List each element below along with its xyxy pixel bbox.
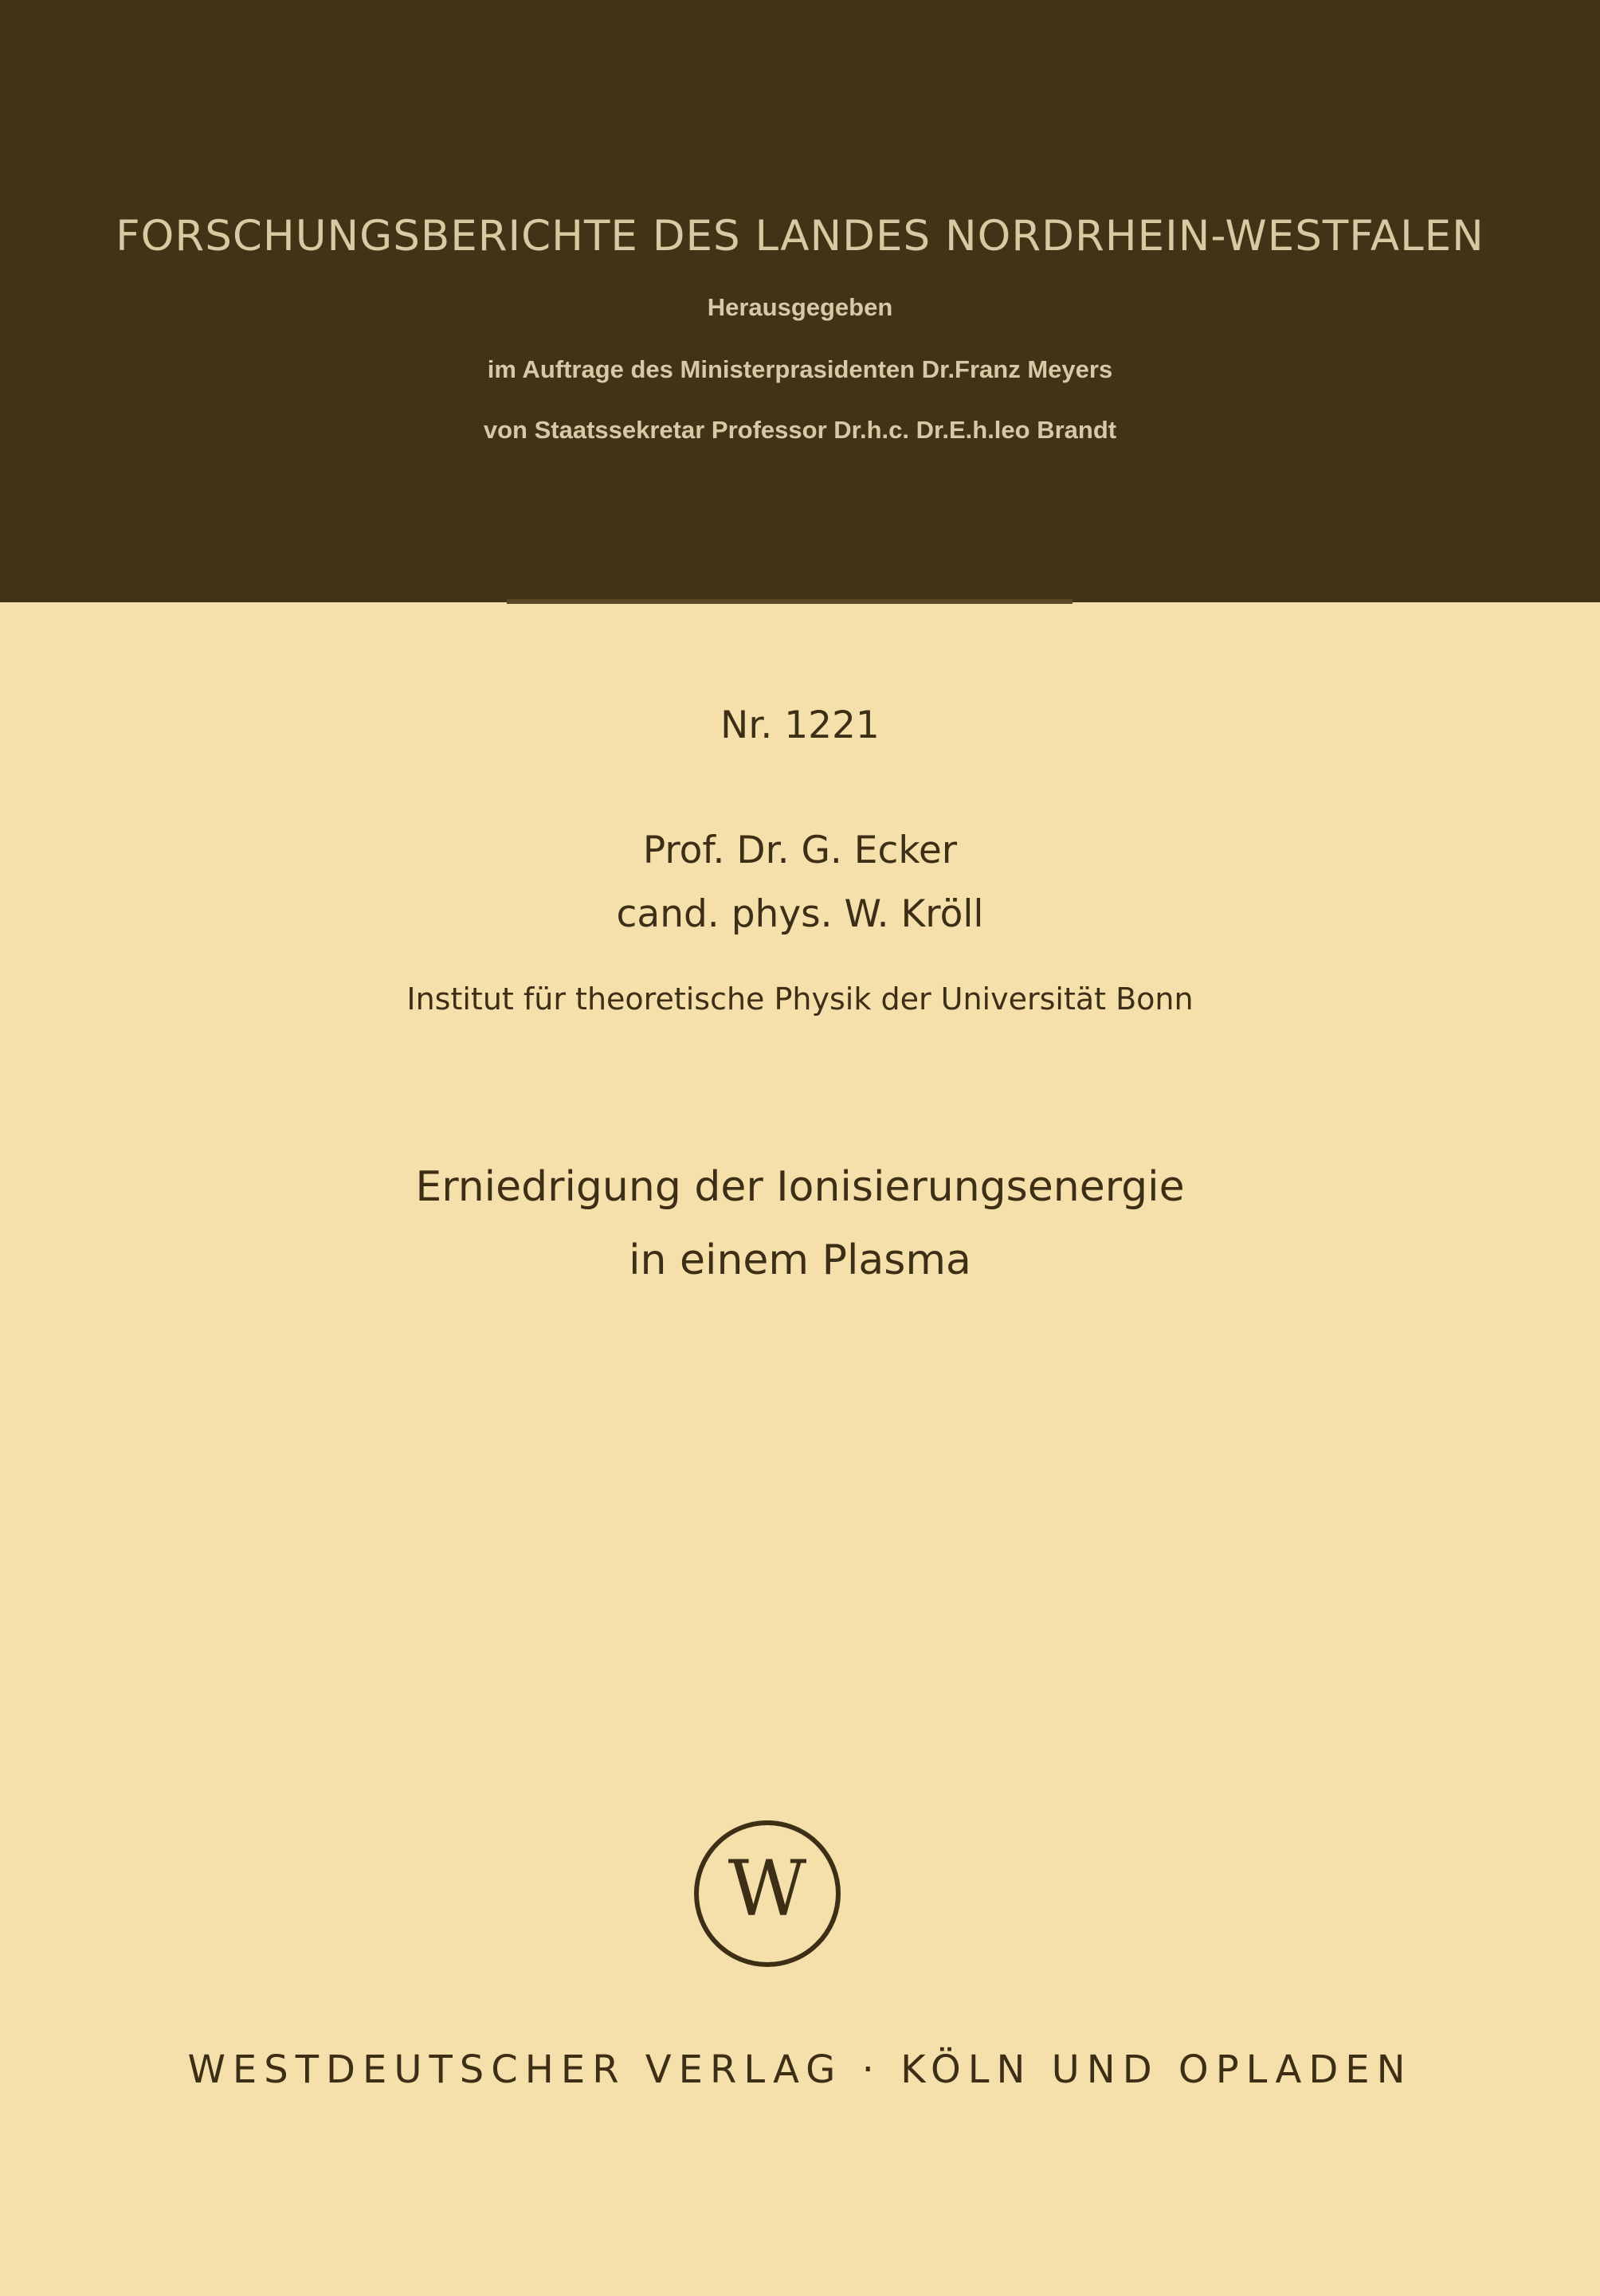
publisher-logo	[690, 1816, 845, 1971]
title-line-2: in einem Plasma	[629, 1236, 971, 1284]
editor-line-3: von Staatssekretar Professor Dr.h.c. Dr.E.h.leo Brandt	[483, 416, 1117, 444]
report-number: Nr. 1221	[720, 703, 880, 747]
editor-line-2: im Auftrage des Ministerprasidenten Dr.Franz Meyers	[487, 355, 1113, 383]
logo-letter: W	[727, 1844, 807, 1934]
header-band-edge	[507, 599, 1073, 604]
publisher-name: WESTDEUTSCHER VERLAG · KÖLN UND OPLADEN	[187, 2047, 1413, 2092]
editor-line-1: Herausgegeben	[707, 293, 893, 321]
title-line-1: Erniedrigung der Ionisierungsenergie	[415, 1163, 1185, 1211]
institute: Institut für theoretische Physik der Universität Bonn	[406, 981, 1194, 1017]
author-1: Prof. Dr. G. Ecker	[642, 829, 958, 872]
author-2: cand. phys. W. Kröll	[616, 892, 984, 936]
series-title: FORSCHUNGSBERICHTE DES LANDES NORDRHEIN-WESTFALEN	[116, 212, 1484, 261]
